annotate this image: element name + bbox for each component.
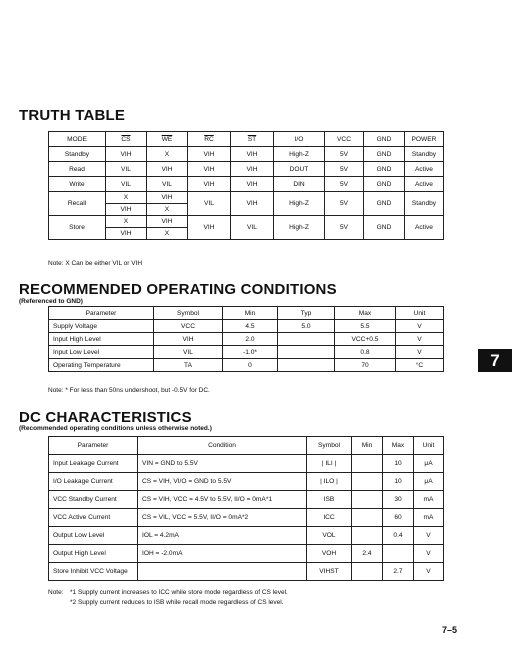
cell: DOUT (274, 162, 325, 177)
cell: Read (49, 162, 106, 177)
cell: -1.0* (223, 346, 278, 359)
table-row (49, 455, 444, 473)
table-row (49, 563, 444, 581)
cell: VIL (188, 192, 231, 216)
cell: 60 (383, 509, 414, 527)
cell: High-Z (274, 192, 325, 216)
dc-note-1: *1 Supply current increases to ICC while store mode regardless of CS level. (70, 589, 288, 596)
cell: VOL (307, 527, 352, 545)
cell: 70 (335, 359, 396, 372)
cell: GND (364, 192, 405, 216)
header-cell: Typ (278, 307, 335, 320)
header-cell: Condition (138, 437, 307, 455)
cell: VIH (188, 177, 231, 192)
header-cell: Parameter (49, 437, 138, 455)
cell: VIH (147, 162, 188, 177)
cell: V (414, 563, 444, 581)
header-cell: POWER (405, 132, 444, 147)
cell: VCC Standby Current (49, 491, 138, 509)
cell: Active (405, 162, 444, 177)
cell: Standby (49, 147, 106, 162)
cell: Input Leakage Current (49, 455, 138, 473)
cell (352, 455, 383, 473)
cell: DIN (274, 177, 325, 192)
cell: 10 (383, 473, 414, 491)
table-row (49, 509, 444, 527)
cell: X (147, 147, 188, 162)
table-row (49, 320, 444, 333)
table-header-row (49, 437, 444, 455)
truth-table-title: TRUTH TABLE (19, 107, 126, 124)
cell: Store (49, 216, 106, 240)
cell: VOH (307, 545, 352, 563)
cell: GND (364, 162, 405, 177)
header-cell: Min (223, 307, 278, 320)
cell: 10 (383, 455, 414, 473)
cell: Input High Level (49, 333, 154, 346)
header-cell: Max (383, 437, 414, 455)
cell: 5V (325, 147, 364, 162)
cell: 5V (325, 177, 364, 192)
header-cell: $\overline{CS}$ (106, 132, 147, 147)
cell: VIH (106, 228, 147, 240)
cell: VIL (106, 177, 147, 192)
header-cell: Symbol (307, 437, 352, 455)
cell: V (396, 320, 444, 333)
cell: 5V (325, 162, 364, 177)
cell: 5V (325, 216, 364, 240)
cell: 0.8 (335, 346, 396, 359)
header-cell: Unit (414, 437, 444, 455)
cell: Output High Level (49, 545, 138, 563)
cell: VIH (147, 216, 188, 228)
cell: Active (405, 216, 444, 240)
cell: 4.5 (223, 320, 278, 333)
cell (138, 563, 307, 581)
roc-table (48, 306, 444, 372)
truth-table-note: Note: X Can be either VIL or VIH (48, 260, 143, 267)
cell: VIH (106, 147, 147, 162)
cell (352, 509, 383, 527)
table-row (49, 359, 444, 372)
cell (383, 545, 414, 563)
cell: X (106, 216, 147, 228)
cell (352, 527, 383, 545)
table-row (49, 216, 444, 228)
header-cell: Unit (396, 307, 444, 320)
cell: mA (414, 491, 444, 509)
cell: VIL (106, 162, 147, 177)
page-number: 7–5 (442, 625, 458, 635)
header-cell: Max (335, 307, 396, 320)
header-cell: I/O (274, 132, 325, 147)
cell (352, 473, 383, 491)
cell: VIH (188, 216, 231, 240)
cell: VIH (147, 192, 188, 204)
table-row (49, 346, 444, 359)
cell: °C (396, 359, 444, 372)
cell: GND (364, 177, 405, 192)
cell: V (396, 333, 444, 346)
table-row (49, 192, 444, 204)
cell: 2.0 (223, 333, 278, 346)
table-row (49, 147, 444, 162)
cell: VIH (188, 162, 231, 177)
cell: mA (414, 509, 444, 527)
cell: | ILO | (307, 473, 352, 491)
cell: VIL (231, 216, 274, 240)
cell: | ILI | (307, 455, 352, 473)
cell (278, 346, 335, 359)
cell: V (414, 545, 444, 563)
cell: VIH (231, 147, 274, 162)
table-row (49, 545, 444, 563)
cell: VIL (154, 346, 223, 359)
cell: VCC+0.5 (335, 333, 396, 346)
cell: ISB (307, 491, 352, 509)
cell: VIH (154, 333, 223, 346)
cell: Write (49, 177, 106, 192)
roc-subtitle: (Referenced to GND) (19, 298, 83, 305)
cell: CS = VIH, VCC = 4.5V to 5.5V, II/O = 0mA*1 (138, 491, 307, 509)
truth-table (48, 131, 444, 240)
cell (352, 563, 383, 581)
cell: GND (364, 147, 405, 162)
table-row (49, 177, 444, 192)
header-cell: $\overline{RC}$ (188, 132, 231, 147)
table-header-row (49, 132, 444, 147)
cell: 5.5 (335, 320, 396, 333)
cell: X (106, 192, 147, 204)
cell: I/O Leakage Current (49, 473, 138, 491)
dc-table (48, 436, 444, 581)
cell: VIH (231, 177, 274, 192)
cell: VIL (147, 177, 188, 192)
header-cell: MODE (49, 132, 106, 147)
cell: V (414, 527, 444, 545)
dc-note-2: *2 Supply current reduces to ISB while recall mode regardless of CS level. (70, 599, 284, 606)
cell: 5.0 (278, 320, 335, 333)
cell: 5V (325, 192, 364, 216)
cell: Input Low Level (49, 346, 154, 359)
cell: Output Low Level (49, 527, 138, 545)
table-row (49, 491, 444, 509)
header-cell: $\overline{ST}$ (231, 132, 274, 147)
cell: 2.4 (352, 545, 383, 563)
cell: 0.4 (383, 527, 414, 545)
cell (352, 491, 383, 509)
cell: VIH (106, 204, 147, 216)
cell: Store Inhibit VCC Voltage (49, 563, 138, 581)
header-cell: $\overline{WE}$ (147, 132, 188, 147)
cell: CS = VIH, VI/O = GND to 5.5V (138, 473, 307, 491)
table-row (49, 162, 444, 177)
cell: 30 (383, 491, 414, 509)
cell: GND (364, 216, 405, 240)
dc-title: DC CHARACTERISTICS (19, 409, 192, 426)
cell: Standby (405, 192, 444, 216)
table-header-row (49, 307, 444, 320)
cell: IOL = 4.2mA (138, 527, 307, 545)
cell: High-Z (274, 147, 325, 162)
cell: 0 (223, 359, 278, 372)
cell: 2.7 (383, 563, 414, 581)
cell: X (147, 228, 188, 240)
table-row (49, 527, 444, 545)
cell: VIN = GND to 5.5V (138, 455, 307, 473)
cell: VIHST (307, 563, 352, 581)
cell: Active (405, 177, 444, 192)
header-cell: Symbol (154, 307, 223, 320)
cell: Supply Voltage (49, 320, 154, 333)
header-cell: GND (364, 132, 405, 147)
cell: VIH (231, 192, 274, 216)
roc-title: RECOMMENDED OPERATING CONDITIONS (19, 281, 337, 298)
cell: High-Z (274, 216, 325, 240)
table-row (49, 333, 444, 346)
cell (278, 359, 335, 372)
cell: V (396, 346, 444, 359)
section-tab: 7 (478, 349, 512, 372)
cell: Standby (405, 147, 444, 162)
cell (278, 333, 335, 346)
header-cell: VCC (325, 132, 364, 147)
header-cell: Min (352, 437, 383, 455)
cell: μA (414, 473, 444, 491)
cell: μA (414, 455, 444, 473)
cell: IOH = -2.0mA (138, 545, 307, 563)
table-row (49, 473, 444, 491)
cell: Recall (49, 192, 106, 216)
cell: VIH (188, 147, 231, 162)
cell: TA (154, 359, 223, 372)
roc-note: Note: * For less than 50ns undershoot, but -0.5V for DC. (48, 387, 210, 394)
cell: VIH (231, 162, 274, 177)
dc-subtitle: (Recommended operating conditions unless otherwise noted.) (19, 425, 212, 432)
cell: X (147, 204, 188, 216)
cell: CS = VIL, VCC = 5.5V, II/O = 0mA*2 (138, 509, 307, 527)
cell: ICC (307, 509, 352, 527)
cell: VCC (154, 320, 223, 333)
cell: VCC Active Current (49, 509, 138, 527)
cell: Operating Temperature (49, 359, 154, 372)
dc-note-label: Note: (48, 589, 64, 596)
header-cell: Parameter (49, 307, 154, 320)
